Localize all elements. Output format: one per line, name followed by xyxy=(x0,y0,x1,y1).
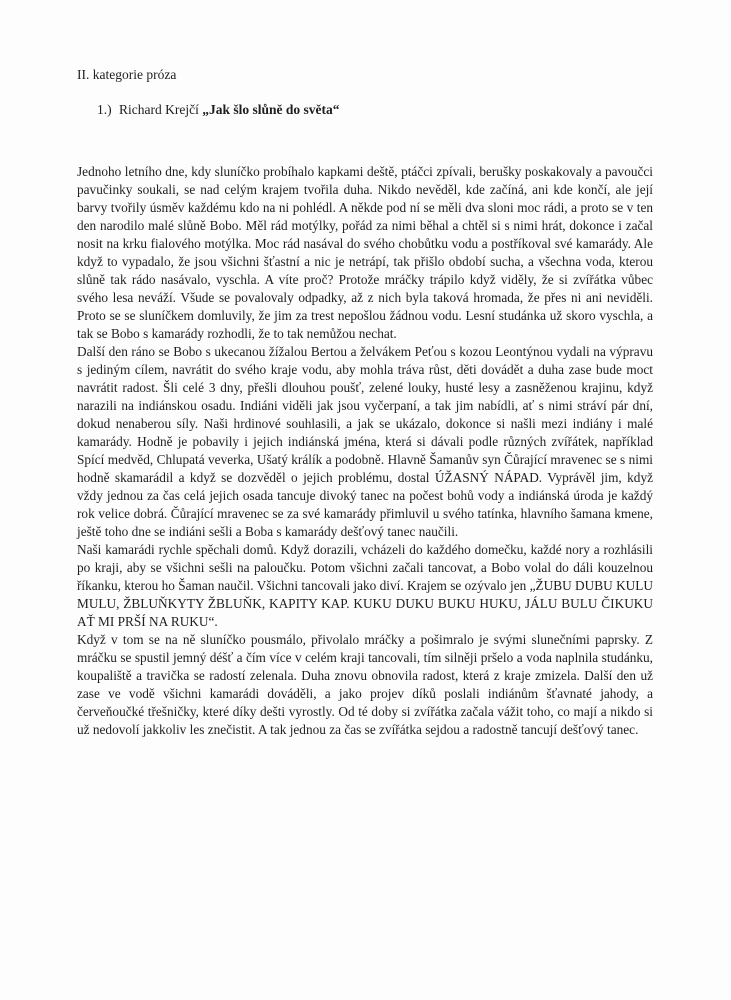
entry-heading xyxy=(97,101,340,119)
story-paragraph: Jednoho letního dne, kdy sluníčko probíhalo kapkami deště, ptáčci zpívali, berušky poskakovaly a pavoučci pavučinky soukali, se nad celým krajem tvořila duha. Nikdo nevěděl, kde začíná, ani kde končí, ale její barvy tvořily úsměv každému kdo na ni pohlédl. A někde pod ní se měli dva sloni moc rádi, a proto se v ten den narodilo malé slůně Bobo. Měl rád motýlky, pořád za nimi běhal a chtěl si s nimi hrát, dokonce i začal nosit na krku fialového motýlka. Moc rád nasával do svého chobůtku vodu a postříkoval své kamarády. Ale když to vypadalo, že jsou všichni šťastní a nic je netrápí, tak přišlo období sucha, a všechna voda, kterou slůně tak rádo nasávalo, vyschla. A víte proč? Protože mráčky trápilo když viděly, že si zvířátka vůbec svého lesa neváží. Všude se povalovaly odpadky, až z nich byla taková hromada, že přes ni ani neviděli. Proto se se sluníčkem domluvily, že jim za trest nepošlou žádnou vodu. Lesní studánka už skoro vyschla, a tak se Bobo s kamarády rozhodli, že to tak nemůžou nechat. xyxy=(77,164,653,341)
entry-author: Richard Krejčí xyxy=(119,102,199,117)
story-paragraph: Další den ráno se Bobo s ukecanou žížalou Bertou a želvákem Peťou s kozou Leontýnou vydali na výpravu s jediným cílem, navrátit do svého kraje vodu, aby mohla tráva růst, děti dovádět a duha zase bude moct navrátit radost. Šli celé 3 dny, přešli dlouhou poušť, zelené louky, husté lesy a zasněženou krajinu, když narazili na indiánskou osadu. Indiáni viděli jak jsou vyčerpaní, a tak jim nabídli, ať s nimi stráví pár dní, dokud nenaberou síly. Naši hrdinové souhlasili, a jak se ukázalo, dokonce si našli mezi indiány i malé kamarády. Hodně je pobavily i jejich indiánská jména, která si dávali podle různých zvířátek, například Spící medvěd, Chlupatá veverka, Ušatý králík a podobně. Hlavně Šamanův syn Čůrající mravenec se s nimi hodně skamarádil a když se dozvěděl o jejich problému, dostal ÚŽASNÝ NÁPAD. Vyprávěl jim, když vždy jednou za čas celá jejich osada tancuje divoký tanec na počest bohů vody a indiánská úroda je každý rok velice dobrá. Čůrající mravenec se za své kamarády přimluvil u svého tatínka, hlavního šamana kmene, ještě toho dne se indiáni sešli a Boba s kamarády dešťový tanec naučili. xyxy=(77,344,653,539)
story-paragraph: Naši kamarádi rychle spěchali domů. Když dorazili, vcházeli do každého domečku, každé nory a rozhlásili po kraji, aby se všichni sešli na paloučku. Potom všichni začali tancovat, a Bobo volal do dáli kouzelnou říkanku, kterou ho Šaman naučil. Všichni tancovali jako diví. Krajem se ozývalo jen „ŽUBU DUBU KULU MULU, ŽBLUŇKYTY ŽBLUŇK, KAPITY KAP. KUKU DUKU BUKU HUKU, JÁLU BULU ČIKUKU AŤ MI PRŠÍ NA RUKU“. xyxy=(77,542,653,629)
entry-number: 1.) xyxy=(97,102,112,117)
story-paragraph: Když v tom se na ně sluníčko pousmálo, přivolalo mráčky a pošimralo je svými slunečními paprsky. Z mráčku se spustil jemný déšť a čím více v celém kraji tancovali, tím silněji pršelo a voda naplnila studánku, koupaliště a travička se radostí zelenala. Duha znovu obnovila radost, která z kraje zmizela. Další den už zase ve vodě všichni kamarádi dováděli, a jako projev díků poslali indiánům šťavnaté jahody, a červeňoučké třešničky, které díky dešti vyrostly. Od té doby si zvířátka začala vážit toho, co mají a nikdo si už nedovolí jakkoliv les znečistit. A tak jednou za čas se zvířátka sejdou a radostně tancují dešťový tanec. xyxy=(77,632,653,737)
story-body xyxy=(77,163,653,739)
category-heading: II. kategorie próza xyxy=(77,67,177,82)
entry-title: „Jak šlo slůně do světa“ xyxy=(202,102,340,117)
